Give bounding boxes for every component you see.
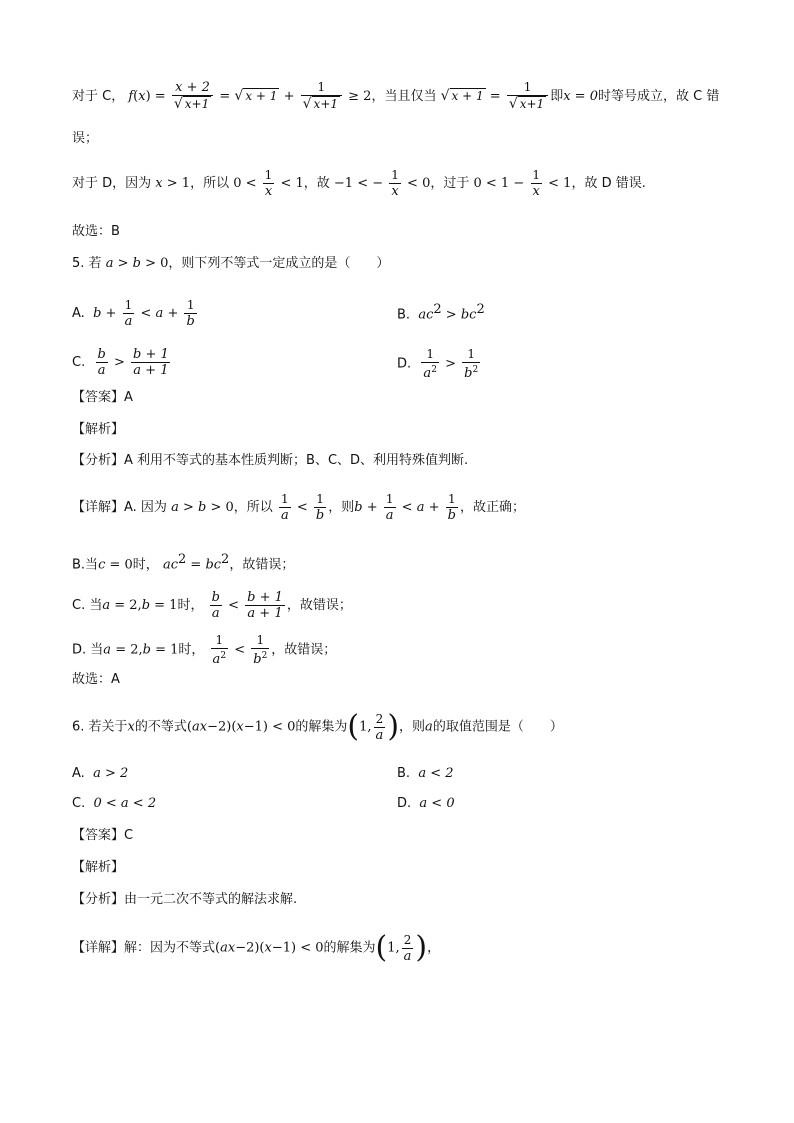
para-d-line: 对于 D，因为 x > 1，所以 0 < $\frac{1}{x}$ < 1，故 −1 < − $\frac{1}{x}$ < 0，过于 0 < 1 − $\frac{1}{x}$ < 1，故 D 错误. — [72, 168, 646, 199]
q6-analysis-title: 【解析】 — [72, 860, 125, 875]
q6-option-d: D. a < 0 — [397, 796, 455, 811]
answer-q4: 故选：B — [72, 224, 120, 239]
q5-detail-d: D. 当a = 2,b = 1时， $\frac{1}{a^2}$ < $\frac{1}{b^2}$ ，故错误； — [72, 633, 337, 667]
q6-option-a: A. a > 2 — [72, 766, 129, 781]
math-fx: f — [128, 89, 134, 104]
q5-option-b: B. $ac^2 > bc^2$ — [397, 302, 485, 323]
para-c-line1: 对于 C， f(x) = x + 2 √ x+1 = √ x + 1 + 1 √ x+1 ≥ 2，当且仅当 √ x + 1 = 1 √ x+1 即x = 0时等号成立，故 C 错 — [72, 80, 720, 112]
q6-fenxi: 【分析】由一元二次不等式的解法求解. — [72, 892, 298, 907]
q5-detail-c: C. 当a = 2,b = 1时， $\frac{b}{a}$ < $\frac{b + 1}{a + 1}$ ，故错误； — [72, 590, 352, 621]
q5-fenxi: 【分析】A 利用不等式的基本性质判断；B、C、D、利用特殊值判断. — [72, 453, 469, 468]
q5-option-c: C. $\frac{b}{a}$ > $\frac{b + 1}{a + 1}$ — [72, 347, 169, 378]
q6-option-c: C. 0 < a < 2 — [72, 796, 157, 811]
q6-detail: 【详解】解：因为不等式(ax−2)(x−1) < 0的解集为(1, $\frac{2}{a}$ )， — [72, 930, 441, 965]
q5-option-d: D. $\frac{1}{a^2}$ > $\frac{1}{b^2}$ — [397, 347, 479, 381]
q5-detail-a: 【详解】A. 因为 a > b > 0，所以 $\frac{1}{a}$ < $\frac{1}{b}$ ，则b + $\frac{1}{a}$ < a + $\frac{1}{b}$ ，故正确； — [72, 492, 526, 523]
q5-option-a: A. b + $\frac{1}{a}$ < a + $\frac{1}{b}$ — [72, 298, 195, 329]
q6-answer: 【答案】C — [72, 828, 134, 843]
frac-x2-sqrt: x + 2 √ x+1 — [172, 80, 213, 113]
sqrt-x1: √ x + 1 — [234, 88, 278, 104]
para-c-line2: 误； — [72, 131, 99, 146]
q6-stem: 6. 若关于x的不等式(ax−2)(x−1) < 0的解集为(1, $\frac{2}{a}$ )，则a的取值范围是（ ） — [72, 709, 563, 744]
q5-stem: 5. 若 a > b > 0，则下列不等式一定成立的是（ ） — [72, 256, 390, 271]
q5-answer: 【答案】A — [72, 390, 133, 405]
frac-1-sqrt: 1 √ x+1 — [301, 80, 342, 113]
q5-detail-b: B.当c = 0时， $ac^2 = bc^2$，故错误； — [72, 552, 295, 573]
q5-choose: 故选：A — [72, 672, 120, 687]
q5-analysis-title: 【解析】 — [72, 422, 125, 437]
q6-option-b: B. a < 2 — [397, 766, 454, 781]
